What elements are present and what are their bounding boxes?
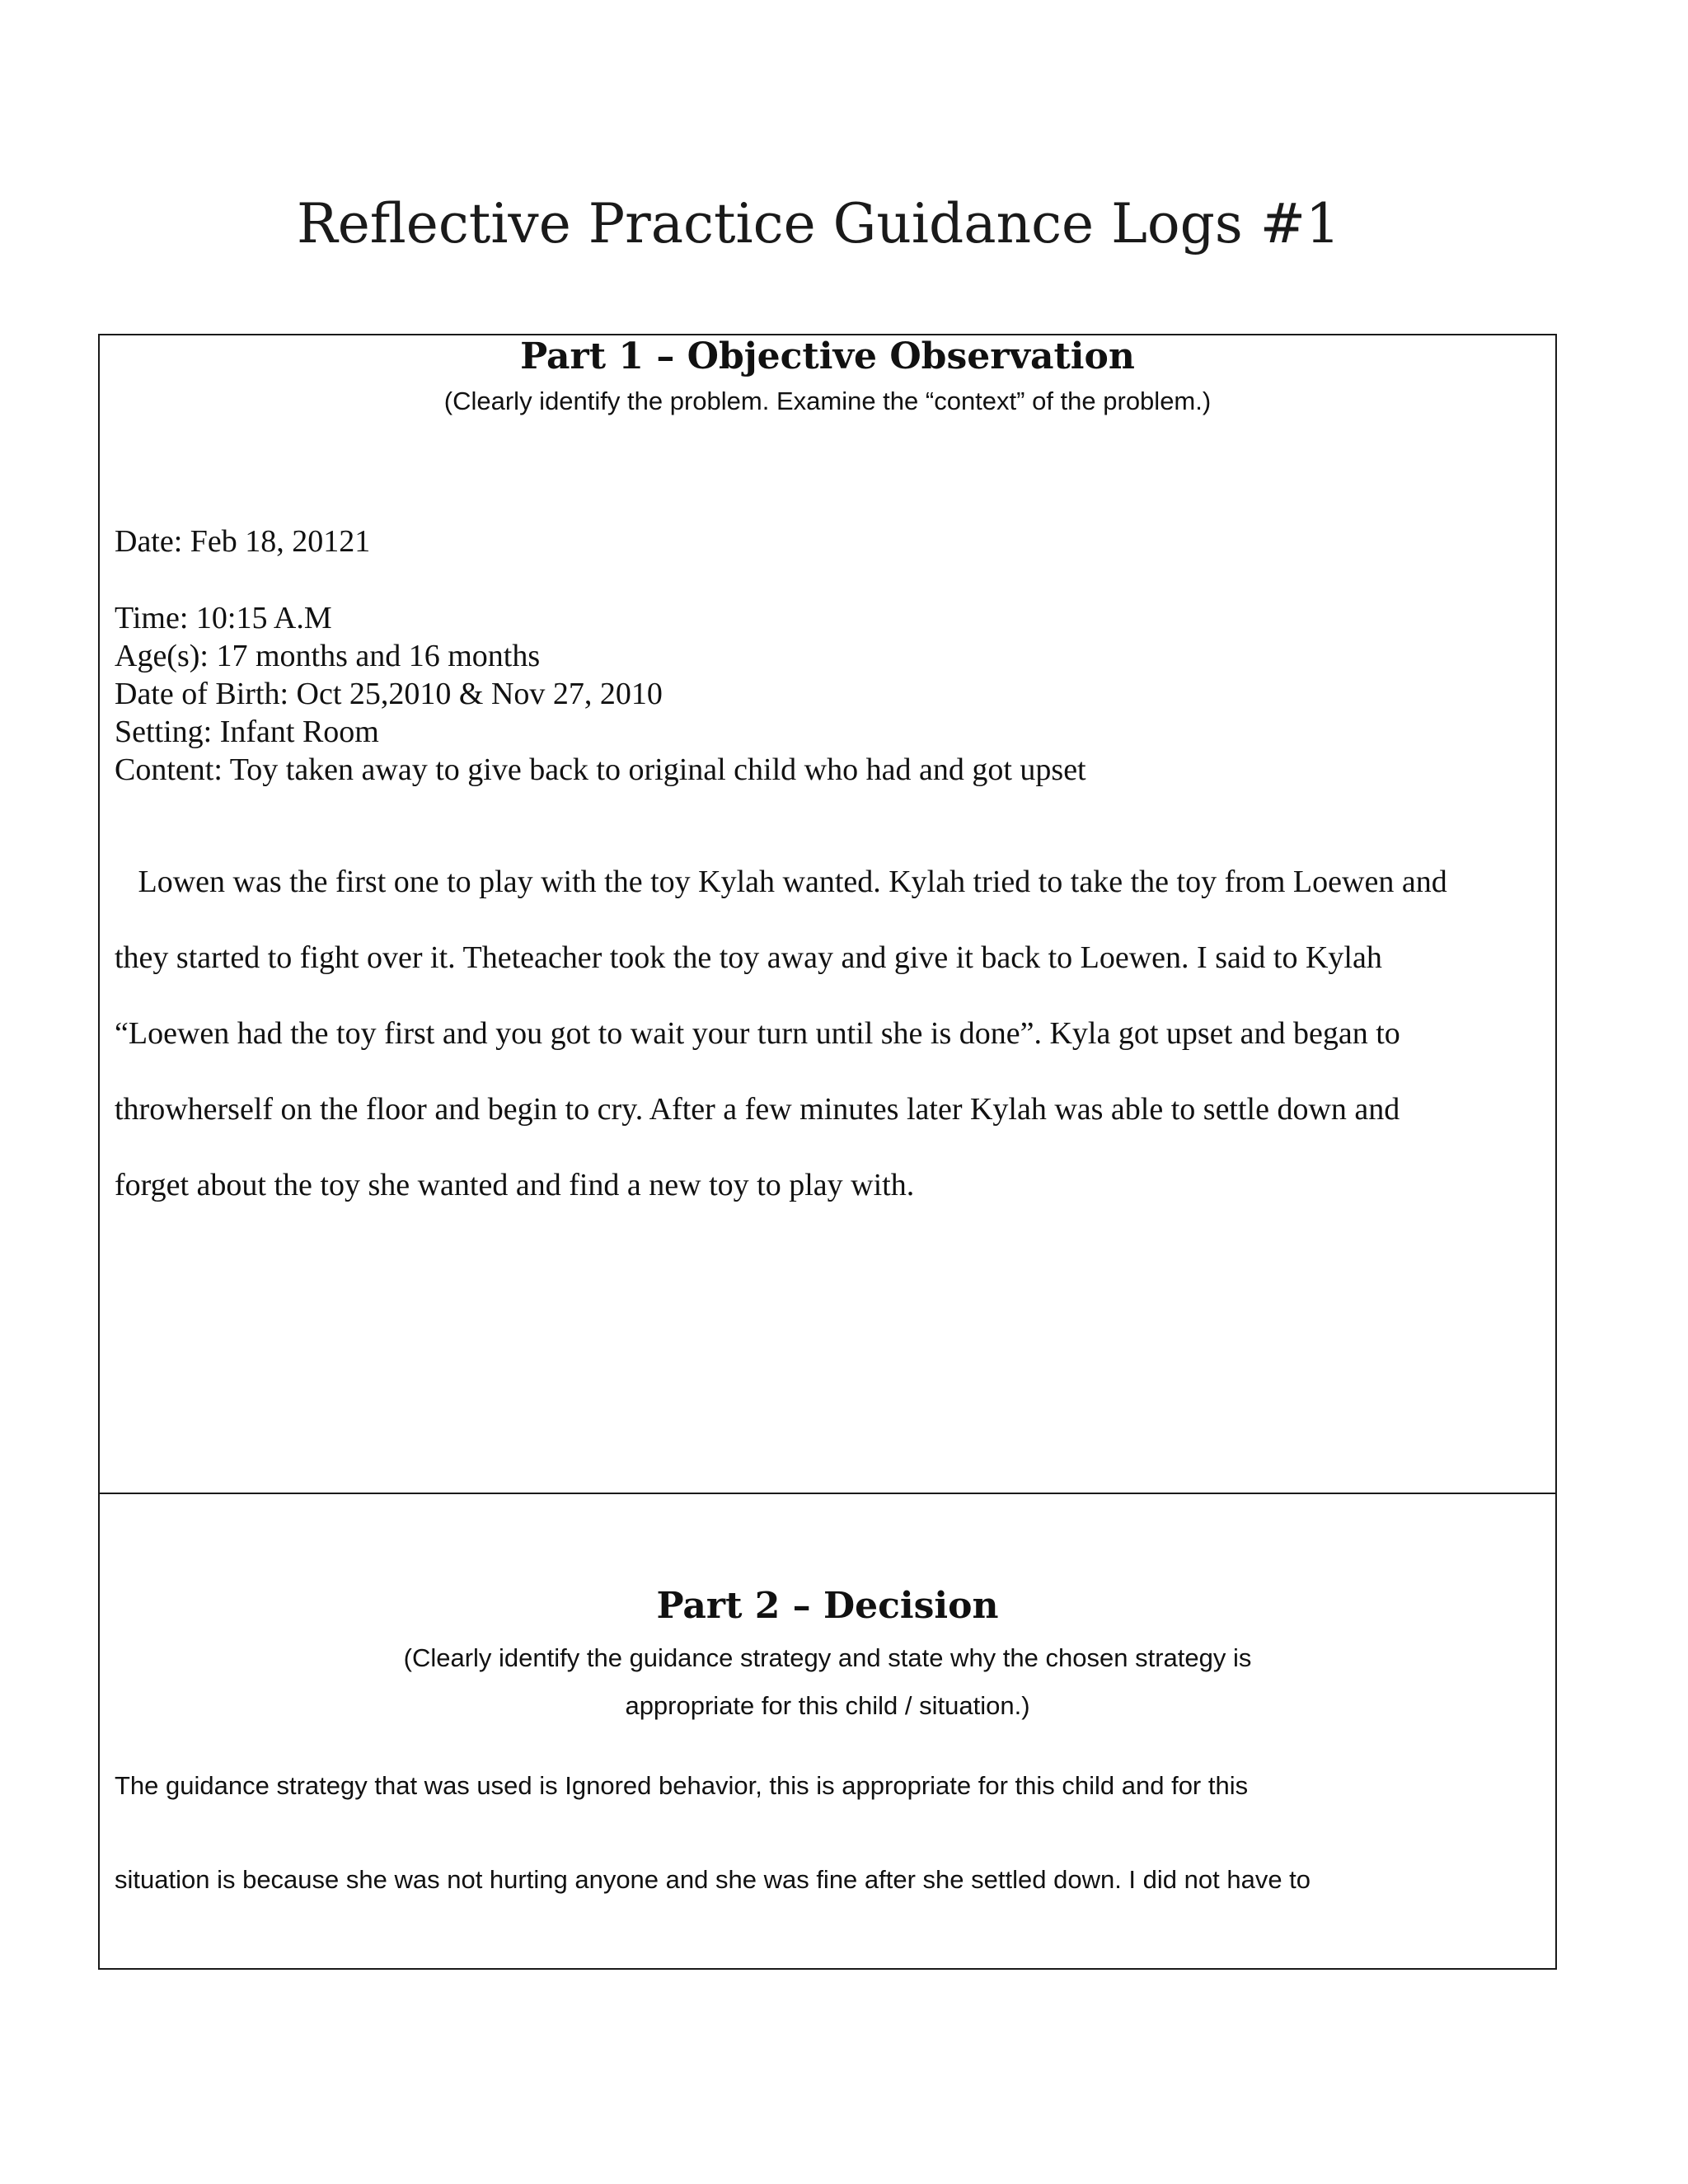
part1-subtitle: (Clearly identify the problem. Examine the “context” of the problem.) <box>443 387 1212 415</box>
part2-subtitle-line: appropriate for this child / situation.) <box>625 1691 1030 1720</box>
observation-setting: Setting: Infant Room <box>115 715 379 749</box>
narrative-line: Lowen was the first one to play with the toy Kylah wanted. Kylah tried to take the toy from Loewen and <box>115 865 1447 899</box>
decision-text-line: The guidance strategy that was used is Ignored behavior, this is appropriate for this child and for this <box>115 1771 1249 1800</box>
decision-text-line: situation is because she was not hurting anyone and she was fine after she settled down. I did not have to <box>115 1865 1311 1894</box>
document-title: Reflective Practice Guidance Logs #1 <box>297 192 1341 255</box>
narrative-line: “Loewen had the toy first and you got to wait your turn until she is done”. Kyla got upset and began to <box>115 1016 1400 1051</box>
part2-decision-section <box>98 1493 1557 1970</box>
part1-heading: Part 1 – Objective Observation <box>520 335 1135 377</box>
narrative-line: throwherself on the floor and begin to cry. After a few minutes later Kylah was able to settle down and <box>115 1092 1400 1127</box>
part2-heading: Part 2 – Decision <box>656 1585 999 1627</box>
observation-time: Time: 10:15 A.M <box>115 601 332 635</box>
narrative-line: forget about the toy she wanted and find a new toy to play with. <box>115 1168 915 1202</box>
narrative-line: they started to fight over it. Theteacher took the toy away and give it back to Loewen. I said to Kylah <box>115 940 1382 975</box>
part2-subtitle <box>100 1634 1555 1730</box>
observation-date: Date: Feb 18, 20121 <box>115 524 371 559</box>
part2-subtitle-line: (Clearly identify the guidance strategy and state why the chosen strategy is <box>403 1643 1252 1672</box>
part1-objective-observation-section <box>98 334 1557 1494</box>
children-dates-of-birth: Date of Birth: Oct 25,2010 & Nov 27, 2010 <box>115 677 663 711</box>
observation-content: Content: Toy taken away to give back to original child who had and got upset <box>115 752 1086 787</box>
children-ages: Age(s): 17 months and 16 months <box>115 639 541 673</box>
